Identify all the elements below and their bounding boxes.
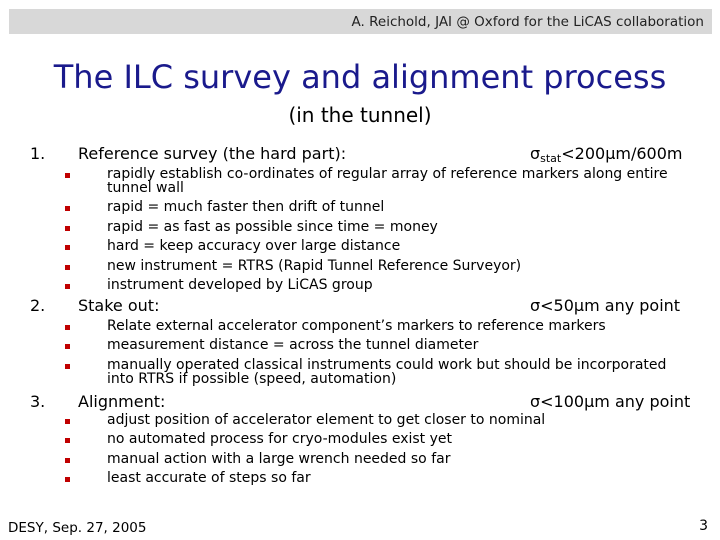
- bullet-icon: [65, 364, 70, 369]
- section-3-number: 3.: [30, 392, 46, 411]
- page-number: 3: [699, 518, 708, 534]
- list-item: rapidly establish co-ordinates of regular array of reference markers along entire tunnel wall: [107, 166, 668, 196]
- list-item: Relate external accelerator component’s markers to reference markers: [107, 318, 606, 334]
- list-item: new instrument = RTRS (Rapid Tunnel Reference Surveyor): [107, 258, 522, 274]
- bullet-icon: [65, 265, 70, 270]
- bullet-icon: [65, 226, 70, 231]
- section-2-requirement: [530, 296, 680, 315]
- slide-subtitle: (in the tunnel): [288, 103, 432, 127]
- bullet-icon: [65, 419, 70, 424]
- section-2-heading: Stake out:: [78, 296, 160, 315]
- list-item: least accurate of steps so far: [107, 470, 311, 486]
- sigma-symbol: σ: [530, 144, 541, 163]
- section-3-requirement: [530, 392, 690, 411]
- bullet-icon: [65, 438, 70, 443]
- sigma-symbol: σ: [530, 296, 541, 315]
- bullet-icon: [65, 206, 70, 211]
- bullet-icon: [65, 173, 70, 178]
- list-item: hard = keep accuracy over large distance: [107, 238, 401, 254]
- list-item: manual action with a large wrench needed so far: [107, 451, 451, 467]
- footer-date: DESY, Sep. 27, 2005: [8, 520, 147, 536]
- list-item: rapid = much faster then drift of tunnel: [107, 199, 385, 215]
- bullet-icon: [65, 325, 70, 330]
- bullet-icon: [65, 284, 70, 289]
- bullet-icon: [65, 458, 70, 463]
- requirement-value: <200μm/600m: [561, 144, 683, 163]
- bullet-icon: [65, 477, 70, 482]
- bullet-icon: [65, 245, 70, 250]
- section-1-requirement: [530, 144, 682, 165]
- list-item: measurement distance = across the tunnel diameter: [107, 337, 479, 353]
- section-3-heading: Alignment:: [78, 392, 166, 411]
- list-item: adjust position of accelerator element to get closer to nominal: [107, 412, 546, 428]
- header-collaboration: A. Reichold, JAI @ Oxford for the LiCAS collaboration: [351, 14, 704, 30]
- section-1-heading: Reference survey (the hard part):: [78, 144, 347, 163]
- section-2-number: 2.: [30, 296, 46, 315]
- bullet-icon: [65, 344, 70, 349]
- list-item: instrument developed by LiCAS group: [107, 277, 373, 293]
- list-item: manually operated classical instruments could work but should be incorporated into RTRS if possible (speed, automation): [107, 357, 667, 387]
- section-1-number: 1.: [30, 144, 46, 163]
- stat-subscript: stat: [540, 152, 562, 165]
- requirement-value: <100μm any point: [540, 392, 691, 411]
- list-item: no automated process for cryo-modules exist yet: [107, 431, 452, 447]
- sigma-symbol: σ: [530, 392, 541, 411]
- requirement-value: <50μm any point: [540, 296, 681, 315]
- list-item: rapid = as fast as possible since time = money: [107, 219, 438, 235]
- slide-title: The ILC survey and alignment process: [53, 58, 667, 96]
